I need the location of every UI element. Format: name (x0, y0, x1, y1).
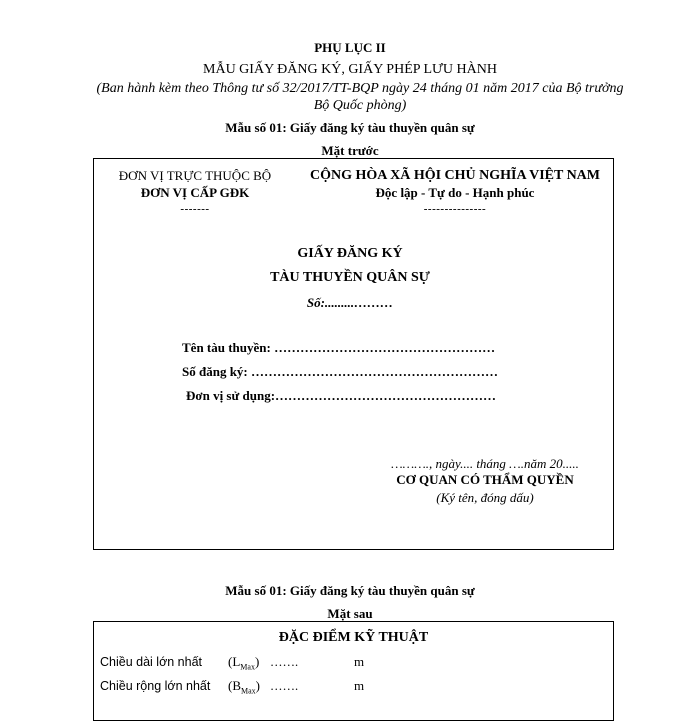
date-line: ………., ngày.... tháng ….năm 20..... (391, 456, 579, 471)
spec-unit: m (354, 654, 365, 669)
spec-row-length (100, 654, 600, 672)
motto: Độc lập - Tự do - Hạnh phúc (375, 185, 535, 200)
back-side-label: Mặt sau (327, 606, 373, 621)
spec-value-dots: ……. (270, 655, 299, 669)
unit-dash: ------- (180, 203, 210, 215)
unit-line-2: ĐƠN VỊ CẤP GĐK (140, 185, 250, 200)
spec-unit: m (354, 678, 365, 693)
issuance-note: (Ban hành kèm theo Thông tư số 32/2017/TT-BQP ngày 24 tháng 01 năm 2017 của Bộ trưởng Bộ Quốc phòng) (96, 81, 624, 113)
field-operating-unit: Đơn vị sử dụng:…………………………………………… (186, 388, 497, 403)
unit-line-1: ĐƠN VỊ TRỰC THUỘC BỘ (118, 168, 272, 183)
spec-symbol: $(L_{Max})$ (228, 654, 260, 672)
spec-label: Chiều dài lớn nhất (100, 655, 203, 669)
national-header-block (300, 167, 610, 218)
certificate-number: Số:.........……… (306, 295, 394, 310)
appendix-title: PHỤ LỤC II (314, 40, 386, 55)
spec-row-width (100, 678, 600, 696)
certificate-title: GIẤY ĐĂNG KÝ (297, 246, 403, 261)
spec-value-dots: ……. (270, 679, 299, 693)
certificate-subtitle: TÀU THUYỀN QUÂN SỰ (270, 270, 430, 285)
spec-label: Chiều rộng lớn nhất (100, 679, 211, 693)
issuing-unit-block (100, 167, 290, 218)
country-name: CỘNG HÒA XÃ HỘI CHỦ NGHĨA VIỆT NAM (309, 168, 600, 183)
signature-note: (Ký tên, đóng dấu) (436, 490, 534, 505)
motto-dash: --------------- (423, 203, 487, 215)
spec-symbol: $(B_{Max})$ (228, 678, 261, 696)
form-title: MẪU GIẤY ĐĂNG KÝ, GIẤY PHÉP LƯU HÀNH (203, 62, 497, 77)
front-form-caption: Mẫu số 01: Giấy đăng ký tàu thuyền quân sự (225, 120, 475, 135)
competent-authority: CƠ QUAN CÓ THẨM QUYỀN (396, 472, 574, 487)
technical-specs-heading: ĐẶC ĐIỂM KỸ THUẬT (278, 630, 429, 645)
front-side-label: Mặt trước (321, 143, 379, 158)
field-registration-number: Số đăng ký: ………………………………………………… (182, 364, 498, 379)
field-ship-name: Tên tàu thuyền: …………………………………………… (182, 340, 496, 355)
back-form-caption: Mẫu số 01: Giấy đăng ký tàu thuyền quân sự (225, 583, 475, 598)
